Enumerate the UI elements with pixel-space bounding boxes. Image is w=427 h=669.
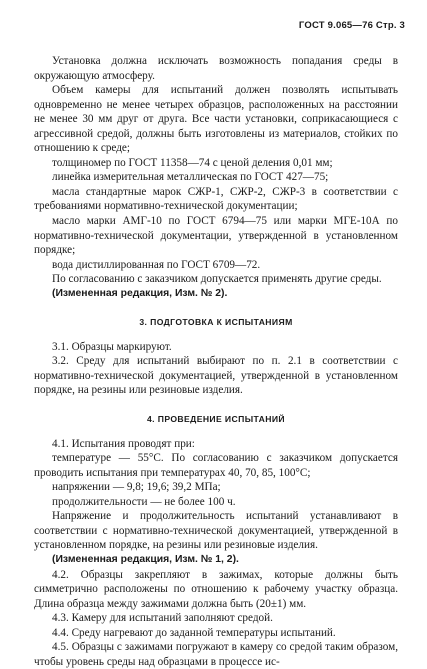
section-title: 4. ПРОВЕДЕНИЕ ИСПЫТАНИЙ — [147, 414, 285, 425]
amendment-note: (Измененная редакция, Изм. № 2). — [52, 287, 228, 299]
list-item: линейка измерительная металлическая по ГОСТ 427—75; — [52, 171, 329, 184]
paragraph: продолжительности — не более 100 ч. — [52, 495, 236, 508]
paragraph: Объем камеры для испытаний должен позволять испытывать одновременно не менее четырех образцов, расположенных на расстоянии не менее 30 мм друг от друга. Все части установки, соприкасающиеся с агрессивной средой, должны быть изготовлены из материалов, стойких по отношению к среде; — [34, 84, 398, 155]
document-body — [34, 54, 398, 669]
paragraph: 4.2. Образцы закрепляют в зажимах, которые должны быть симметрично расположены по отношению к рабочему участку образца. Длина образца между зажимами должна быть (20±1) мм. — [34, 568, 398, 610]
paragraph: 4.1. Испытания проводят при: — [52, 437, 195, 450]
paragraph: 4.4. Среду нагревают до заданной температуры испытаний. — [52, 626, 336, 639]
amendment-note: (Измененная редакция, Изм. № 1, 2). — [52, 553, 239, 565]
paragraph: 3.1. Образцы маркируют. — [52, 340, 172, 353]
section-title: 3. ПОДГОТОВКА К ИСПЫТАНИЯМ — [139, 317, 293, 328]
paragraph: температуре — 55°С. По согласованию с заказчиком допускается проводить испытания при температурах 40, 70, 85, 100°С; — [34, 452, 398, 479]
paragraph: Установка должна исключать возможность попадания среды в окружающую атмосферу. — [34, 55, 398, 82]
paragraph: 4.5. Образцы с зажимами погружают в камеру со средой таким образом, чтобы уровень среды над образцами в процессе ис- — [34, 641, 398, 668]
paragraph: 3.2. Среду для испытаний выбирают по п. 2.1 в соответствии с нормативно-технической документацией, утвержденной в установленном порядке, на резины или резиновые изделия. — [34, 355, 398, 397]
list-item: вода дистиллированная по ГОСТ 6709—72. — [52, 258, 261, 271]
paragraph: Напряжение и продолжительность испытаний устанавливают в соответствии с нормативно-технической документацией, утвержденной в установленном порядке, на резины или резиновые изделия. — [34, 510, 398, 552]
list-item: толщиномер по ГОСТ 11358—74 с ценой деления 0,01 мм; — [52, 156, 333, 169]
paragraph: По согласованию с заказчиком допускается применять другие среды. — [52, 273, 382, 286]
paragraph: 4.3. Камеру для испытаний заполняют средой. — [52, 612, 273, 625]
paragraph: напряжении — 9,8; 19,6; 39,2 МПа; — [52, 481, 221, 494]
page-header: ГОСТ 9.065—76 Стр. 3 — [298, 20, 405, 31]
list-item: масло марки АМГ-10 по ГОСТ 6794—75 или марки МГЕ-10А по нормативно-технической документации, утвержденной в установленном порядке; — [34, 215, 398, 257]
list-item: масла стандартные марок СЖР-1, СЖР-2, СЖР-3 в соответствии с требованиями нормативно-технической документации; — [34, 185, 398, 213]
